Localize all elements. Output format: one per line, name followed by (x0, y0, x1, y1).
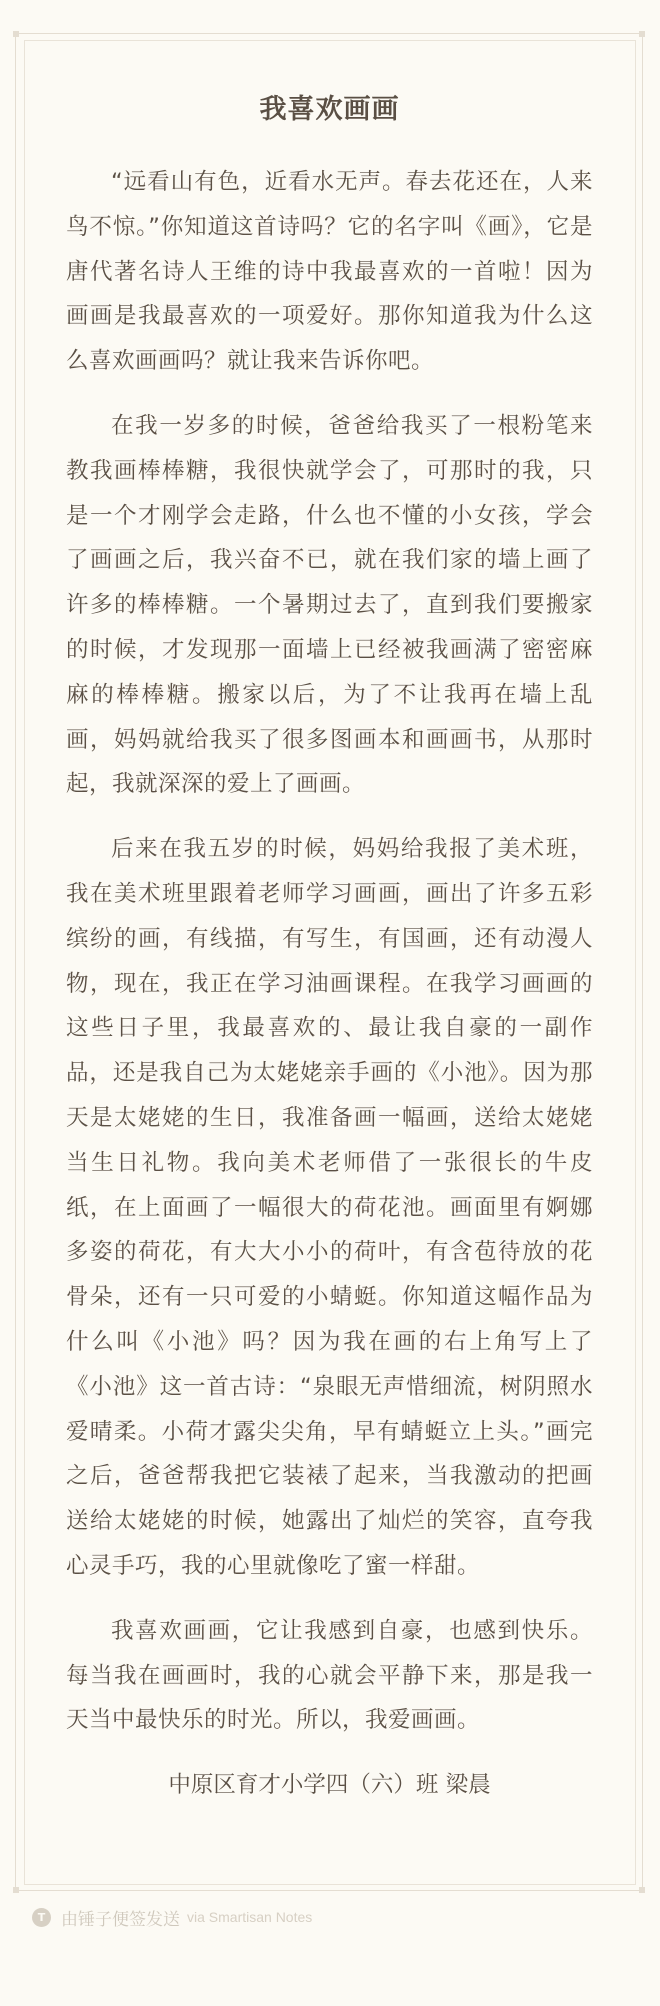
footer-sent-by: 由锤子便签发送 (61, 1909, 180, 1930)
footer (32, 1905, 312, 1929)
article-paragraph: 在我一岁多的时候，爸爸给我买了一根粉笔来教我画棒棒糖，我很快就学会了，可那时的我，只是一个才刚学会走路，什么也不懂的小女孩，学会了画画之后，我兴奋不已，就在我们家的墙上画了许多的棒棒糖。一个暑期过去了，直到我们要搬家的时候，才发现那一面墙上已经被我画满了密密麻麻的棒棒糖。搬家以后，为了不让我再在墙上乱画，妈妈就给我买了很多图画本和画画书，从那时起，我就深深的爱上了画画。 (66, 412, 593, 798)
footer-via: via Smartisan Notes (187, 1909, 313, 1925)
frame-corner (639, 31, 645, 37)
article-paragraph: “远看山有色，近看水无声。春去花还在，人来鸟不惊。”你知道这首诗吗？它的名字叫《画》，它是唐代著名诗人王维的诗中我最喜欢的一首啦！因为画画是我最喜欢的一项爱好。那你知道我为什么这么喜欢画画吗？就让我来告诉你吧。 (66, 169, 593, 375)
note-content (66, 86, 593, 1807)
article-paragraph: 后来在我五岁的时候，妈妈给我报了美术班，我在美术班里跟着老师学习画画，画出了许多五彩缤纷的画，有线描，有写生，有国画，还有动漫人物，现在，我正在学习油画课程。在我学习画画的这些日子里，我最喜欢的、最让我自豪的一副作品，还是我自己为太姥姥亲手画的《小池》。因为那天是太姥姥的生日，我准备画一幅画，送给太姥姥当生日礼物。我向美术老师借了一张很长的牛皮纸，在上面画了一幅很大的荷花池。画面里有婀娜多姿的荷花，有大大小小的荷叶，有含苞待放的花骨朵，还有一只可爱的小蜻蜓。你知道这幅作品为什么叫《小池》吗？因为我在画的右上角写上了《小池》这一首古诗：“泉眼无声惜细流，树阴照水爱晴柔。小荷才露尖尖角，早有蜻蜓立上头。”画完之后，爸爸帮我把它装裱了起来，当我激动的把画送给太姥姥的时候，她露出了灿烂的笑容，直夸我心灵手巧，我的心里就像吃了蜜一样甜。 (66, 836, 593, 1579)
article-title: 我喜欢画画 (259, 94, 400, 125)
article-paragraph: 我喜欢画画，它让我感到自豪，也感到快乐。每当我在画画时，我的心就会平静下来，那是我一天当中最快乐的时光。所以，我爱画画。 (66, 1617, 593, 1734)
author-signature: 中原区育才小学四（六）班 梁晨 (168, 1772, 491, 1799)
smartisan-icon: T (32, 1908, 51, 1927)
frame-corner (13, 1887, 19, 1893)
